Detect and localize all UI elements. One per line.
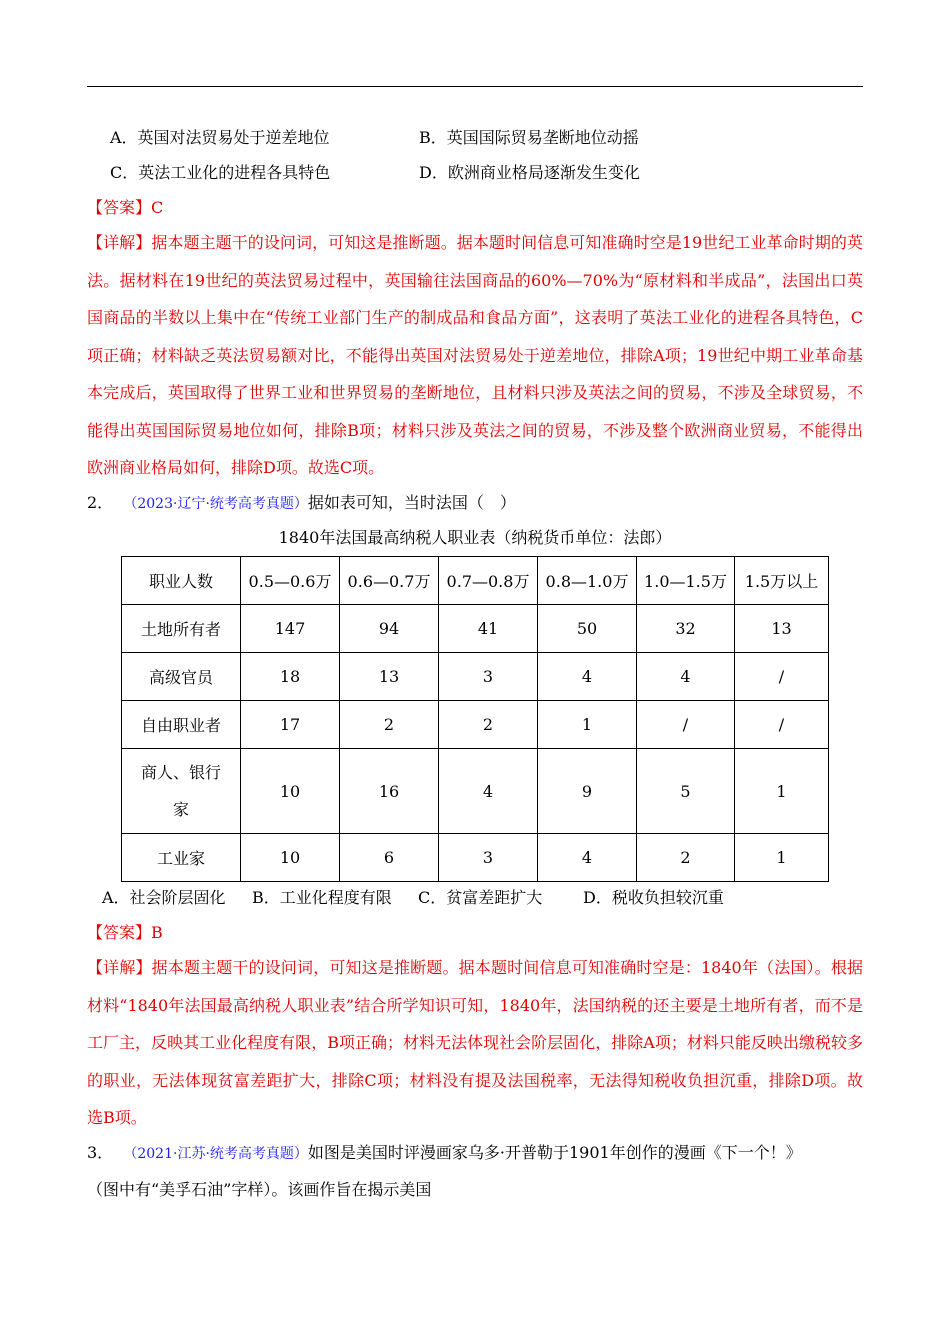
q2-data-table bbox=[121, 556, 829, 882]
q1-answer-label: 【答案】 bbox=[87, 198, 152, 217]
q2-answer bbox=[87, 923, 163, 943]
table-cell: 13 bbox=[735, 605, 829, 653]
table-row bbox=[122, 749, 829, 834]
table-cell: 9 bbox=[538, 749, 637, 834]
q1-detail-text: 据本题主题干的设问词，可知这是推断题。据本题时间信息可知准确时空是19世纪工业革命时期的英法。据材料在19世纪的英法贸易过程中，英国输往法国商品的60%—70%为“原材料和半成品”，法国出口英国商品的半数以上集中在“传统工业部门生产的制成品和食品方面”，这表明了英法工业化的进程各具特色，C项正确；材料缺乏英法贸易额对比，不能得出英国对法贸易处于逆差地位，排除A项；19世纪中期工业革命基本完成后，英国取得了世界工业和世界贸易的垄断地位，且材料只涉及英法之间的贸易，不涉及全球贸易，不能得出英国国际贸易地位如何，排除B项；材料只涉及英法之间的贸易，不涉及整个欧洲商业贸易，不能得出欧洲商业格局如何，排除D项。故选C项。 bbox=[87, 233, 863, 477]
q2-option-a[interactable]: A．社会阶层固化 bbox=[102, 888, 226, 907]
table-cell: 4 bbox=[538, 653, 637, 701]
table-cell: 41 bbox=[439, 605, 538, 653]
q3-stem-text: 如图是美国时评漫画家乌多·开普勒于1901年创作的漫画《下一个！》 bbox=[307, 1143, 802, 1162]
table-cell: 10 bbox=[241, 834, 340, 882]
table-cell: 5 bbox=[637, 749, 735, 834]
table-cell: 18 bbox=[241, 653, 340, 701]
table-cell: 4 bbox=[538, 834, 637, 882]
q2-option-d[interactable]: D．税收负担较沉重 bbox=[583, 888, 724, 907]
table-header-row bbox=[122, 557, 829, 605]
table-cell: 商人、银行家 bbox=[122, 749, 241, 834]
q3-number: 3． bbox=[87, 1143, 114, 1162]
q2-number: 2． bbox=[87, 493, 114, 512]
table-header-cell: 0.7—0.8万 bbox=[439, 557, 538, 605]
table-cell: 50 bbox=[538, 605, 637, 653]
table-cell: / bbox=[735, 653, 829, 701]
table-row bbox=[122, 605, 829, 653]
q1-option-a[interactable]: A．英国对法贸易处于逆差地位 bbox=[110, 128, 330, 147]
table-cell: 2 bbox=[637, 834, 735, 882]
table-cell: 6 bbox=[340, 834, 439, 882]
table-cell: 高级官员 bbox=[122, 653, 241, 701]
table-cell: 1 bbox=[735, 749, 829, 834]
table-cell: 10 bbox=[241, 749, 340, 834]
table-cell: 4 bbox=[637, 653, 735, 701]
q2-detail-label: 【详解】 bbox=[87, 958, 152, 977]
q3-stem-line2: （图中有“美孚石油”字样）。该画作旨在揭示美国 bbox=[87, 1180, 432, 1199]
table-cell: 4 bbox=[439, 749, 538, 834]
table-cell: / bbox=[637, 701, 735, 749]
q2-detail-text: 据本题主题干的设问词，可知这是推断题。据本题时间信息可知准确时空是：1840年（法国）。根据材料“1840年法国最高纳税人职业表”结合所学知识可知，1840年，法国纳税的还主要是土地所有者，而不是工厂主，反映其工业化程度有限，B项正确；材料无法体现社会阶层固化，排除A项；材料只能反映出缴税较多的职业，无法体现贫富差距扩大，排除C项；材料没有提及法国税率，无法得知税收负担沉重，排除D项。故选B项。 bbox=[87, 958, 863, 1127]
table-cell: 2 bbox=[340, 701, 439, 749]
q2-table-title: 1840年法国最高纳税人职业表（纳税货币单位：法郎） bbox=[278, 528, 672, 547]
table-cell: 17 bbox=[241, 701, 340, 749]
table-cell: 94 bbox=[340, 605, 439, 653]
table-cell: 16 bbox=[340, 749, 439, 834]
table-cell: 147 bbox=[241, 605, 340, 653]
table-cell: / bbox=[735, 701, 829, 749]
q1-detail-label: 【详解】 bbox=[87, 233, 152, 252]
q2-stem-text: 据如表可知，当时法国（ ） bbox=[307, 493, 516, 512]
table-cell: 2 bbox=[439, 701, 538, 749]
table-header-cell: 1.5万以上 bbox=[735, 557, 829, 605]
q1-answer bbox=[87, 198, 163, 218]
table-cell: 13 bbox=[340, 653, 439, 701]
q3-stem-line1 bbox=[87, 1143, 802, 1164]
header-rule bbox=[87, 86, 863, 87]
q2-detail bbox=[87, 949, 863, 1137]
table-row bbox=[122, 701, 829, 749]
q3-source: （2021·江苏·统考高考真题） bbox=[123, 1146, 308, 1162]
table-cell: 工业家 bbox=[122, 834, 241, 882]
table-header-cell: 0.5—0.6万 bbox=[241, 557, 340, 605]
table-cell: 土地所有者 bbox=[122, 605, 241, 653]
q1-option-c[interactable]: C．英法工业化的进程各具特色 bbox=[110, 163, 331, 182]
q1-option-d[interactable]: D．欧洲商业格局逐渐发生变化 bbox=[419, 163, 640, 182]
q2-answer-label: 【答案】 bbox=[87, 923, 152, 942]
table-cell: 自由职业者 bbox=[122, 701, 241, 749]
table-row bbox=[122, 834, 829, 882]
table-row bbox=[122, 653, 829, 701]
table-cell: 3 bbox=[439, 653, 538, 701]
table-header-cell: 职业人数 bbox=[122, 557, 241, 605]
q2-source: （2023·辽宁·统考高考真题） bbox=[123, 496, 308, 512]
table-header-cell: 0.6—0.7万 bbox=[340, 557, 439, 605]
table-cell: 32 bbox=[637, 605, 735, 653]
q1-option-b[interactable]: B．英国国际贸易垄断地位动摇 bbox=[419, 128, 639, 147]
table-cell: 1 bbox=[735, 834, 829, 882]
table-cell: 1 bbox=[538, 701, 637, 749]
table-header-cell: 1.0—1.5万 bbox=[637, 557, 735, 605]
q1-detail bbox=[87, 224, 863, 487]
q2-answer-value: B bbox=[151, 923, 163, 942]
q2-option-c[interactable]: C．贫富差距扩大 bbox=[418, 888, 543, 907]
table-header-cell: 0.8—1.0万 bbox=[538, 557, 637, 605]
q2-option-b[interactable]: B．工业化程度有限 bbox=[252, 888, 392, 907]
table-cell: 3 bbox=[439, 834, 538, 882]
q2-stem bbox=[87, 493, 516, 514]
q1-answer-value: C bbox=[151, 198, 164, 217]
